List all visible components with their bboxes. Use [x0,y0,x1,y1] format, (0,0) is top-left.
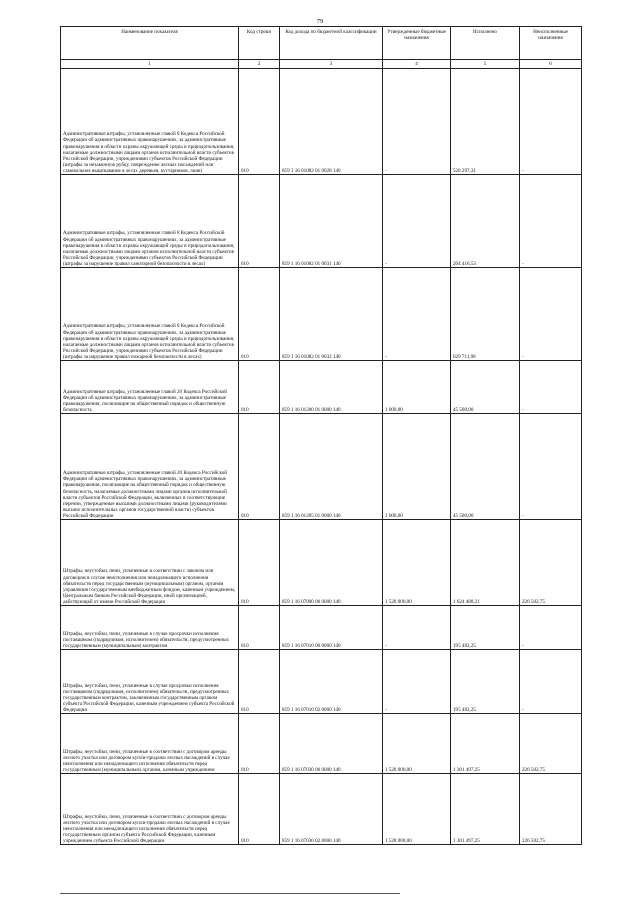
table-row [61,175,582,268]
header-executed: Исполнено [451,27,520,60]
unexecuted-amount: - [520,268,582,361]
unexecuted-amount: - [520,414,582,520]
column-number: 5 [451,60,520,69]
indicator-name: Административные штрафы, установленные главой 8 Кодекса Российской Федерации об административных правонарушениях, за административные правонарушения в области охраны окружающей среды и природопользования, налагаемые должностными лицами органов исполнительной власти субъектов Российской Федерации, учреждениями субъектов Российской Федерации (штрафы за незаконную рубку, повреждение лесных насаждений или самовольное выкапывание в лесах деревьев, кустарников, лиан) [61,69,239,175]
table-row [61,69,582,175]
column-number-row [61,60,582,69]
executed-amount: 629 711,98 [451,268,520,361]
approved-amount: 1 528 000,00 [383,774,451,845]
executed-amount: 195 482,25 [451,650,520,714]
unexecuted-amount: - [520,361,582,414]
approved-amount: - [383,175,451,268]
footer-divider [60,893,400,894]
approved-amount: - [383,650,451,714]
line-code: 010 [239,361,280,414]
indicator-name: Штрафы, неустойки, пени, уплаченные в случае просрочки исполнения поставщиком (подрядчиком, исполнителем) обязательств, предусмотренных государственным контрактом, заключенным государственным органом субъекта Российской Федерации, казенным учреждением субъекта Российской Федерации [61,650,239,714]
line-code: 010 [239,414,280,520]
budget-code: 859 1 16 07000 00 0000 140 [280,520,383,606]
header-approved: Утвержденные бюджетные назначения [383,27,451,60]
indicator-name: Штрафы, неустойки, пени, уплаченные в соответствии с договором аренды лесного участка или договором купли-продажи лесных насаждений в случае неисполнения или ненадлежащего исполнения обязательств перед государственным (муниципальным) органом, казенным учреждением [61,714,239,774]
unexecuted-amount: - [520,606,582,650]
column-number: 2 [239,60,280,69]
table-row [61,606,582,650]
executed-amount: 204 416,53 [451,175,520,268]
indicator-name: Штрафы, неустойки, пени, уплаченные в соответствии с законом или договором в случае неисполнения или ненадлежащего исполнения обязательств перед государственным (муниципальным) органом, органом управления государственным внебюджетным фондом, казенным учреждением, Центральным банком Российской Федерации, иной организацией, действующей от имени Российской Федерации [61,520,239,606]
table-row [61,774,582,845]
budget-code: 859 1 16 07010 00 0000 140 [280,606,383,650]
header-name: Наименование показателя [61,27,239,60]
line-code: 010 [239,175,280,268]
unexecuted-amount: 226 502,75 [520,714,582,774]
budget-code: 859 1 16 07030 00 0000 140 [280,714,383,774]
indicator-name: Штрафы, неустойки, пени, уплаченные в случае просрочки исполнения поставщиком (подрядчиком, исполнителем) обязательств, предусмотренных государственным (муниципальным) контрактом [61,606,239,650]
executed-amount: 195 482,25 [451,606,520,650]
table-row [61,414,582,520]
budget-code: 859 1 16 01082 01 0031 140 [280,175,383,268]
page-number: 79 [316,18,324,25]
header-budget-code: Код дохода по бюджетной классификации [280,27,383,60]
table-row [61,520,582,606]
column-number: 4 [383,60,451,69]
unexecuted-amount: 226 502,75 [520,774,582,845]
line-code: 010 [239,520,280,606]
budget-code: 859 1 16 01082 01 0032 140 [280,268,383,361]
line-code: 010 [239,606,280,650]
approved-amount: - [383,268,451,361]
header-row [61,27,582,60]
budget-code: 859 1 16 01205 01 0000 140 [280,414,383,520]
executed-amount: 528 297,31 [451,69,520,175]
executed-amount: 1 301 497,25 [451,714,520,774]
approved-amount: - [383,606,451,650]
table-row [61,268,582,361]
table-row [61,650,582,714]
approved-amount: - [383,69,451,175]
budget-code: 859 1 16 07030 02 0000 140 [280,774,383,845]
executed-amount: 1 624 488,21 [451,520,520,606]
column-number: 6 [520,60,582,69]
unexecuted-amount: - [520,69,582,175]
table-row [61,361,582,414]
indicator-name: Административные штрафы, установленные главой 20 Кодекса Российской Федерации об административных правонарушениях, за административные правонарушения, посягающие на общественный порядок и общественную безопасность [61,361,239,414]
indicator-name: Административные штрафы, установленные главой 8 Кодекса Российской Федерации об административных правонарушениях, за административные правонарушения в области охраны окружающей среды и природопользования, налагаемые должностными лицами органов исполнительной власти субъектов Российской Федерации, учреждениями субъектов Российской Федерации (штрафы за нарушение правил пожарной безопасности в лесах) [61,268,239,361]
approved-amount: 1 000,00 [383,361,451,414]
header-line-code: Код строки [239,27,280,60]
line-code: 010 [239,650,280,714]
line-code: 010 [239,774,280,845]
indicator-name: Административные штрафы, установленные главой 8 Кодекса Российской Федерации об административных правонарушениях, за административные правонарушения в области охраны окружающей среды и природопользования, налагаемые должностными лицами органов исполнительной власти субъектов Российской Федерации, учреждениями субъектов Российской Федерации (штрафы за нарушение правил санитарной безопасности в лесах) [61,175,239,268]
line-code: 010 [239,268,280,361]
approved-amount: 1 000,00 [383,414,451,520]
executed-amount: 45 500,00 [451,414,520,520]
budget-code: 859 1 16 01082 01 0028 140 [280,69,383,175]
executed-amount: 45 500,00 [451,361,520,414]
indicator-name: Административные штрафы, установленные главой 20 Кодекса Российской Федерации об административных правонарушениях, за административные правонарушения, посягающие на общественный порядок и общественную безопасность, налагаемые должностными лицами органов исполнительной власти субъектов Российской Федерации, включенных в соответствующие перечни, утвержденные высшими должностными лицами (руководителями высших исполнительных органов государственной власти) субъектов Российской Федерации [61,414,239,520]
table-row [61,714,582,774]
column-number: 3 [280,60,383,69]
approved-amount: 1 528 000,00 [383,520,451,606]
header-unexecuted: Неисполненные назначения [520,27,582,60]
indicator-name: Штрафы, неустойки, пени, уплаченные в соответствии с договором аренды лесного участка или договором купли-продажи лесных насаждений в случае неисполнения или ненадлежащего исполнения обязательств перед государственным органом субъекта Российской Федерации, казенным учреждением субъекта Российской Федерации [61,774,239,845]
unexecuted-amount: - [520,650,582,714]
column-number: 1 [61,60,239,69]
budget-code: 859 1 16 07010 02 0000 140 [280,650,383,714]
line-code: 010 [239,714,280,774]
executed-amount: 1 301 497,25 [451,774,520,845]
line-code: 010 [239,69,280,175]
unexecuted-amount: - [520,175,582,268]
approved-amount: 1 528 000,00 [383,714,451,774]
revenue-table [60,26,582,845]
budget-code: 859 1 16 01200 01 0000 140 [280,361,383,414]
unexecuted-amount: 226 502,75 [520,520,582,606]
